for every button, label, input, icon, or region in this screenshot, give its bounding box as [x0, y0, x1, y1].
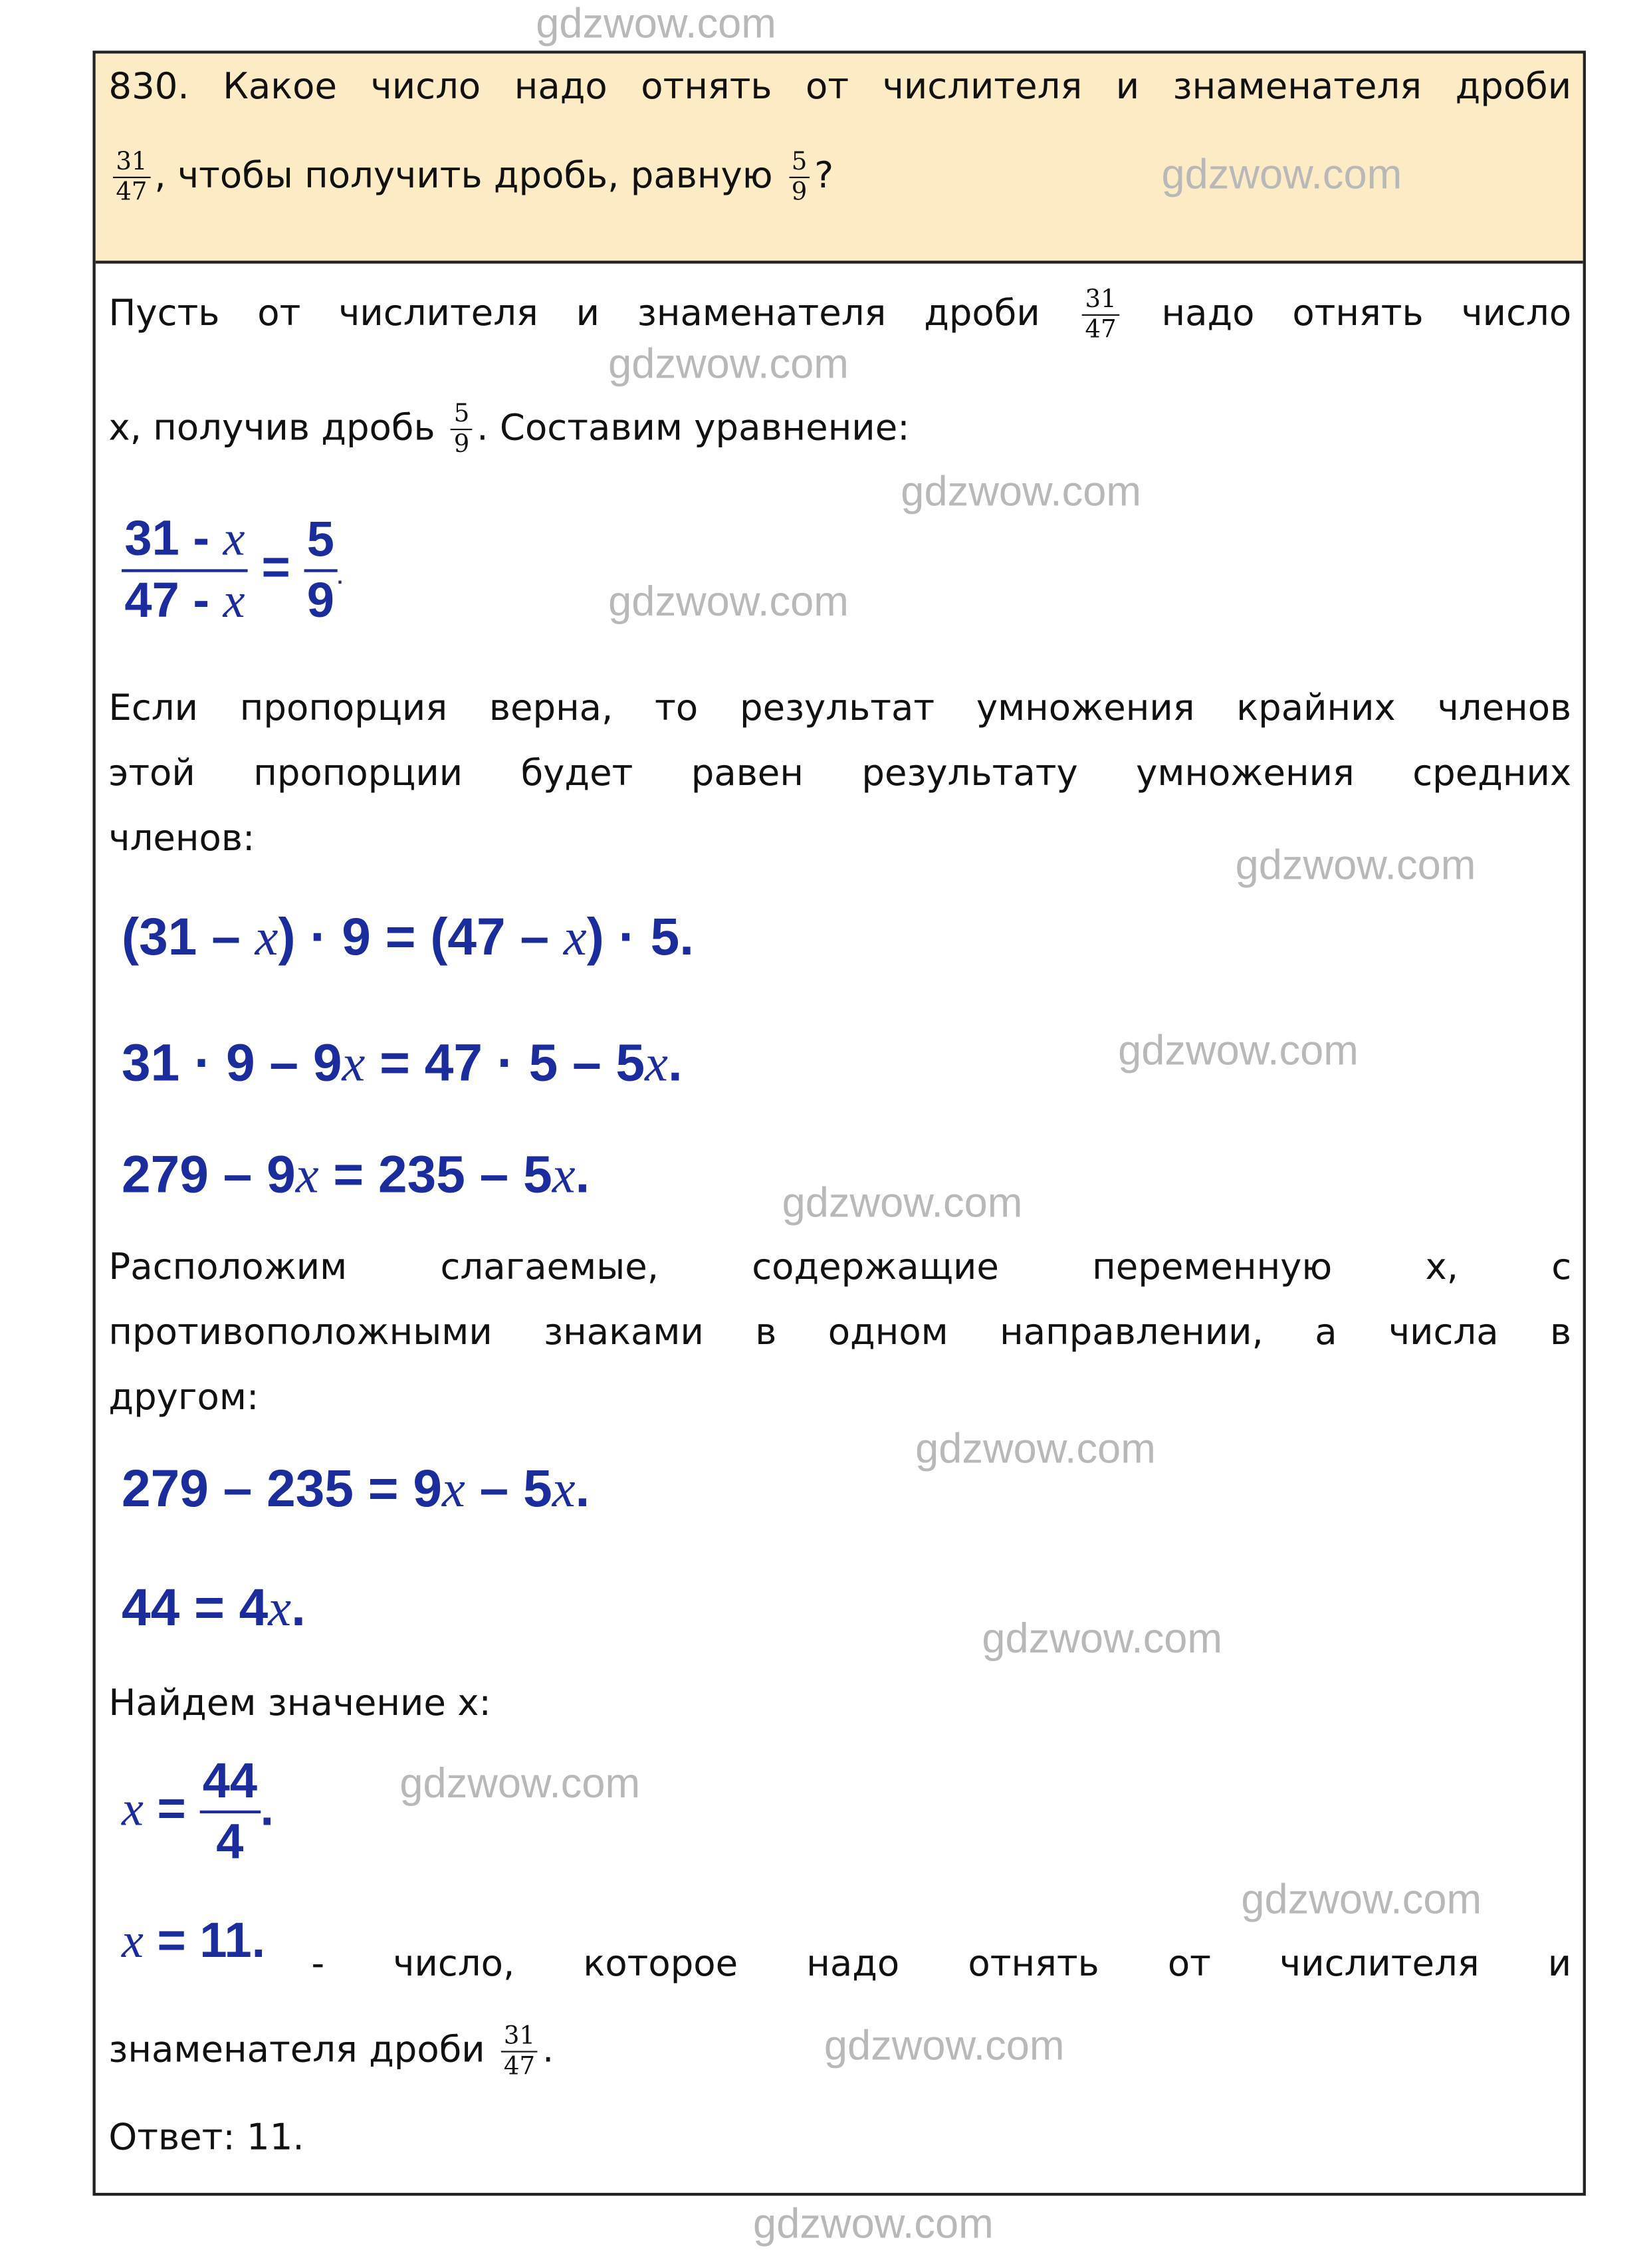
denominator: 9 — [306, 573, 334, 629]
t: = 11. — [143, 1913, 266, 1969]
var: x — [442, 1460, 465, 1518]
t: . — [575, 1144, 590, 1204]
equation-7 — [122, 1753, 274, 1872]
problem-text: 830. Какое число надо отнять от числителя и знаменателя дроби — [108, 65, 1572, 108]
numerator: 31 — [501, 2022, 538, 2053]
equation-1 — [122, 510, 343, 631]
para-4: этой пропорции будет равен результату умножения средних — [108, 751, 1572, 794]
text: Пусть от числителя и знаменателя дроби — [108, 292, 1040, 334]
equation-6 — [122, 1579, 306, 1637]
fraction — [501, 2022, 538, 2081]
denominator: 4 — [216, 1815, 244, 1871]
t: – 5 — [465, 1458, 552, 1518]
var: x — [255, 908, 278, 966]
text: надо отнять число — [1161, 292, 1572, 334]
text: знаменателя дроби — [108, 2028, 485, 2071]
var: x — [342, 1034, 366, 1092]
fraction — [451, 399, 472, 459]
problem-line-2 — [108, 148, 833, 207]
watermark: gdzwow.com — [982, 1616, 1223, 1663]
t: 44 = 4 — [122, 1577, 269, 1637]
watermark: gdzwow.com — [901, 469, 1142, 516]
para-2 — [108, 399, 909, 459]
numerator: 5 — [788, 148, 810, 178]
var: x — [122, 1783, 144, 1837]
text: . Составим уравнение: — [477, 406, 910, 449]
var: x — [223, 575, 245, 629]
fraction — [1082, 285, 1119, 344]
equation-3 — [122, 1034, 683, 1092]
watermark: gdzwow.com — [1118, 1028, 1359, 1075]
t: (31 – — [122, 907, 255, 966]
t: . — [667, 1032, 683, 1092]
t: 279 – 9 — [122, 1144, 296, 1204]
t: = 47 · 5 – 5 — [365, 1032, 645, 1092]
watermark: gdzwow.com — [753, 2202, 994, 2248]
fraction — [788, 148, 810, 207]
var: x — [552, 1460, 576, 1518]
watermark: gdzwow.com — [608, 342, 849, 388]
text: 47 - — [124, 573, 223, 629]
watermark: gdzwow.com — [915, 1426, 1156, 1473]
watermark: gdzwow.com — [536, 1, 776, 48]
watermark: gdzwow.com — [1161, 152, 1402, 199]
t: . — [291, 1577, 306, 1637]
text: . — [542, 2028, 554, 2071]
fraction — [122, 510, 248, 631]
problem-text: , чтобы получить дробь, равную — [154, 154, 773, 197]
equation-5 — [122, 1460, 590, 1518]
var: x — [223, 512, 245, 566]
equation-4 — [122, 1146, 590, 1204]
t: 279 – 235 = 9 — [122, 1458, 443, 1518]
numerator: 44 — [199, 1753, 260, 1814]
denominator: 47 — [116, 178, 148, 207]
equation-2 — [122, 908, 694, 966]
para-8: другом: — [108, 1376, 259, 1418]
t: 31 · 9 – 9 — [122, 1032, 342, 1092]
problem-text: ? — [814, 154, 834, 197]
denominator: 47 — [503, 2052, 536, 2082]
para-3: Если пропорция верна, то результат умножения крайних членов — [108, 686, 1572, 729]
watermark: gdzwow.com — [782, 1180, 1023, 1227]
t: ) · 9 = (47 – — [278, 907, 564, 966]
equals: = — [247, 540, 304, 596]
equation-8 — [122, 1912, 265, 1971]
para-6: Расположим слагаемые, содержащие переменную x, с — [108, 1245, 1572, 1288]
denominator: 9 — [791, 178, 808, 207]
dot: . — [337, 564, 343, 588]
fraction — [199, 1753, 260, 1872]
denominator: 47 — [1085, 316, 1117, 345]
para-7: противоположными знаками в одном направлении, а числа в — [108, 1310, 1572, 1353]
answer: Ответ: 11. — [108, 2116, 304, 2158]
para-1 — [108, 285, 1571, 344]
watermark: gdzwow.com — [399, 1761, 641, 1808]
watermark: gdzwow.com — [1235, 843, 1476, 889]
var: x — [295, 1145, 319, 1204]
denominator — [124, 572, 245, 631]
para-9: Найдем значение x: — [108, 1681, 491, 1724]
t: ) · 5. — [586, 907, 695, 966]
text: 31 - — [124, 511, 223, 566]
denominator: 9 — [453, 430, 470, 459]
text: x, получив дробь — [108, 406, 435, 449]
para-10: - число, которое надо отнять от числителя и — [311, 1942, 1572, 1985]
para-11 — [108, 2022, 554, 2081]
var: x — [122, 1914, 144, 1969]
watermark: gdzwow.com — [824, 2023, 1065, 2070]
numerator: 31 — [1082, 285, 1119, 316]
var: x — [645, 1034, 668, 1092]
var: x — [552, 1145, 576, 1204]
var: x — [563, 908, 587, 966]
fraction — [304, 511, 337, 630]
equals: = — [143, 1781, 200, 1837]
watermark: gdzwow.com — [608, 579, 849, 626]
numerator: 5 — [304, 511, 337, 572]
watermark: gdzwow.com — [1241, 1876, 1482, 1924]
para-5: членов: — [108, 816, 255, 859]
t: = 235 – 5 — [318, 1144, 552, 1204]
fraction — [113, 148, 150, 207]
var: x — [268, 1579, 292, 1637]
numerator: 31 — [113, 148, 150, 178]
numerator — [122, 510, 248, 572]
t: . — [575, 1458, 590, 1518]
dot: . — [260, 1781, 275, 1837]
problem-line-1 — [108, 65, 1571, 108]
numerator: 5 — [451, 399, 472, 430]
